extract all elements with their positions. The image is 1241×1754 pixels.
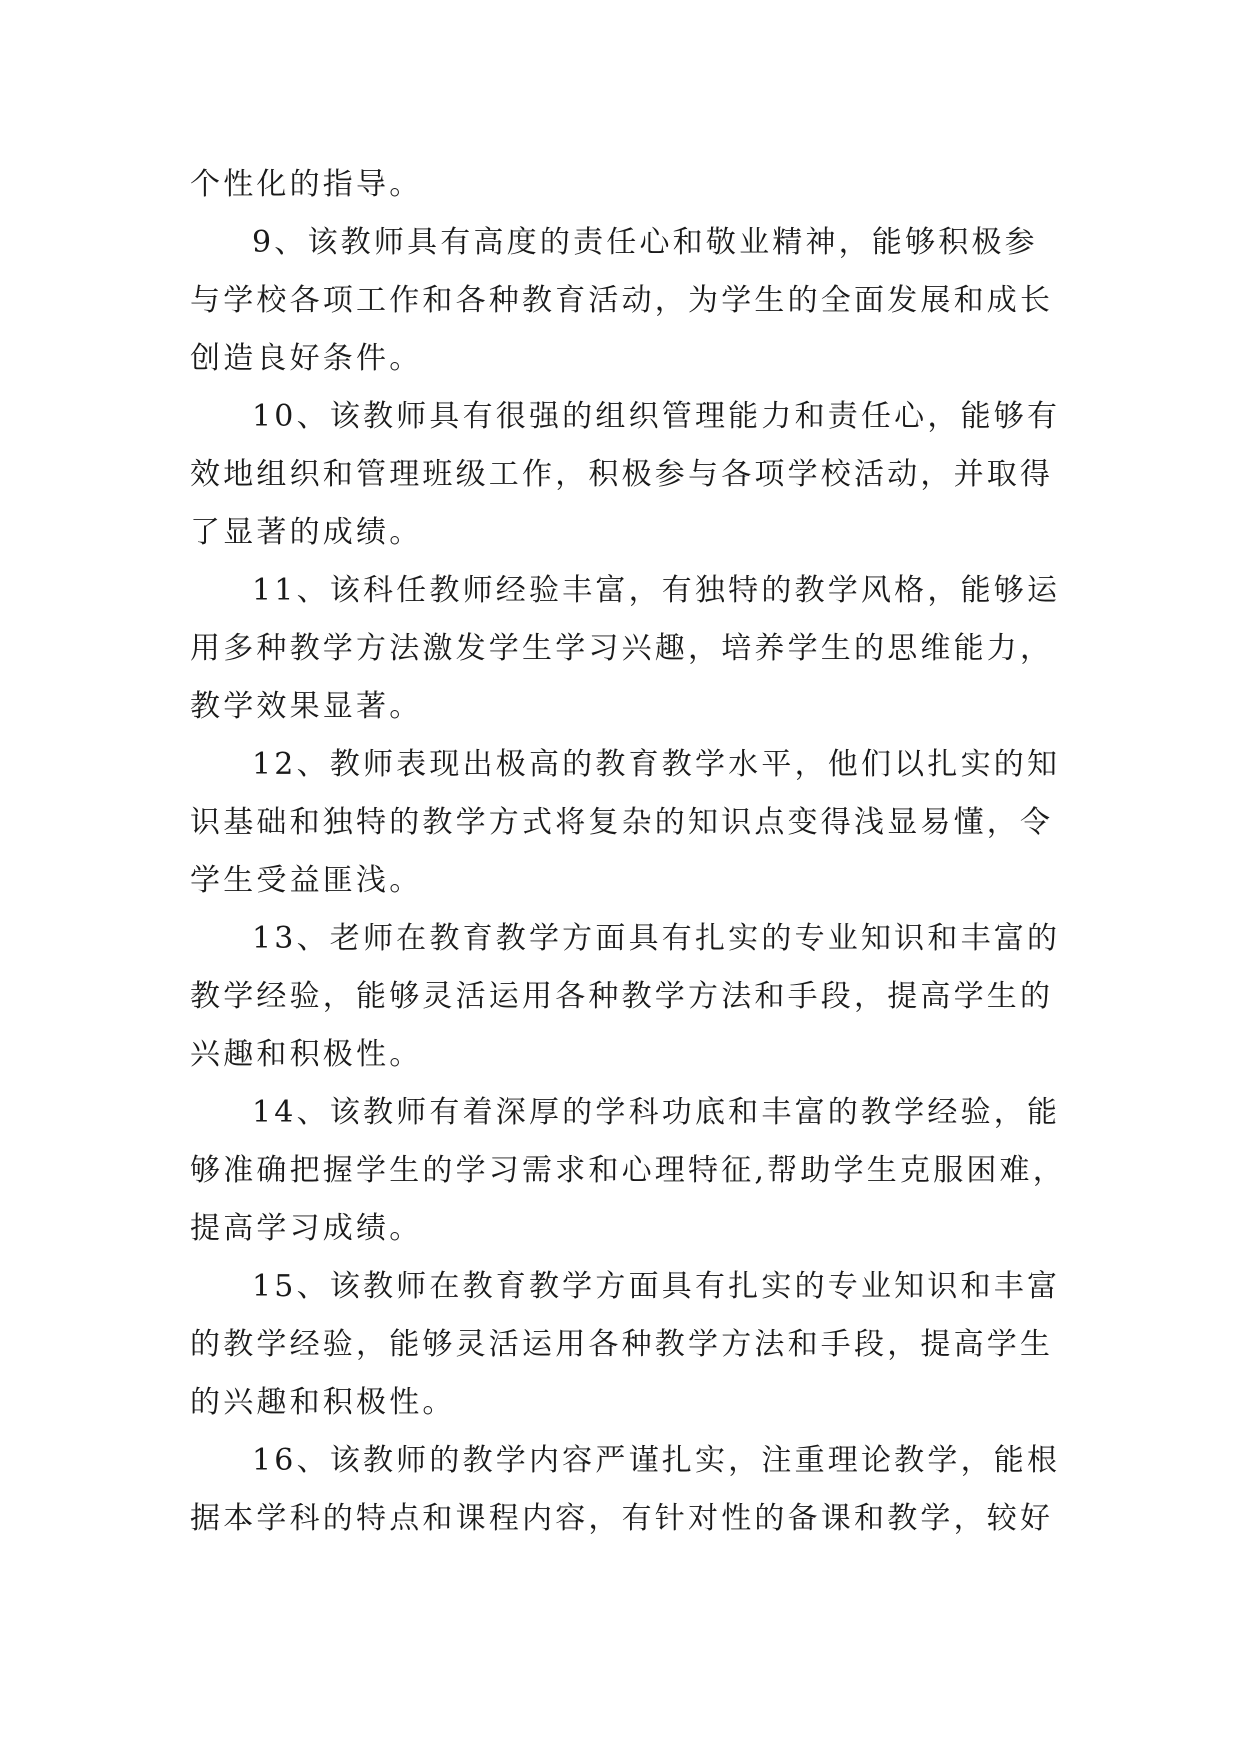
text-line: 11、该科任教师经验丰富，有独特的教学风格，能够运 — [252, 573, 1061, 608]
text-line: 识基础和独特的教学方式将复杂的知识点变得浅显易懂，令 — [190, 805, 1054, 840]
text-line: 9、该教师具有高度的责任心和敬业精神，能够积极参 — [252, 225, 1038, 260]
text-line: 兴趣和积极性。 — [190, 1037, 423, 1072]
paragraph-item-11 — [190, 562, 1070, 736]
text-line: 的教学经验，能够灵活运用各种教学方法和手段，提高学生 — [190, 1327, 1054, 1362]
paragraph-item-10 — [190, 388, 1070, 562]
text-line: 效地组织和管理班级工作，积极参与各项学校活动，并取得 — [190, 457, 1054, 492]
paragraph-item-15 — [190, 1258, 1070, 1432]
text-line: 14、该教师有着深厚的学科功底和丰富的教学经验，能 — [252, 1095, 1061, 1130]
paragraph-item-12 — [190, 736, 1070, 910]
text-line: 了显著的成绩。 — [190, 515, 423, 550]
paragraph-item-9 — [190, 214, 1070, 388]
text-line: 15、该教师在教育教学方面具有扎实的专业知识和丰富 — [252, 1269, 1061, 1304]
text-line: 的兴趣和积极性。 — [190, 1385, 456, 1420]
paragraph-item-16 — [190, 1432, 1070, 1548]
text-line: 12、教师表现出极高的教育教学水平，他们以扎实的知 — [252, 747, 1061, 782]
text-line: 创造良好条件。 — [190, 341, 423, 376]
text-line: 16、该教师的教学内容严谨扎实，注重理论教学，能根 — [252, 1443, 1061, 1478]
text-line: 教学经验，能够灵活运用各种教学方法和手段，提高学生的 — [190, 979, 1054, 1014]
text-line: 用多种教学方法激发学生学习兴趣，培养学生的思维能力， — [190, 631, 1054, 666]
text-line: 提高学习成绩。 — [190, 1211, 423, 1246]
text-line: 教学效果显著。 — [190, 689, 423, 724]
paragraph-continuation — [190, 156, 1070, 214]
text-line: 与学校各项工作和各种教育活动，为学生的全面发展和成长 — [190, 283, 1054, 318]
text-line: 学生受益匪浅。 — [190, 863, 423, 898]
paragraph-item-14 — [190, 1084, 1070, 1258]
text-line: 够准确把握学生的学习需求和心理特征,帮助学生克服困难， — [190, 1153, 1066, 1188]
paragraph-item-13 — [190, 910, 1070, 1084]
text-line: 10、该教师具有很强的组织管理能力和责任心，能够有 — [252, 399, 1061, 434]
text-line: 13、老师在教育教学方面具有扎实的专业知识和丰富的 — [252, 921, 1061, 956]
text-line: 据本学科的特点和课程内容，有针对性的备课和教学，较好 — [190, 1501, 1054, 1536]
text-line: 个性化的指导。 — [190, 167, 423, 202]
document-body — [190, 156, 1070, 1548]
